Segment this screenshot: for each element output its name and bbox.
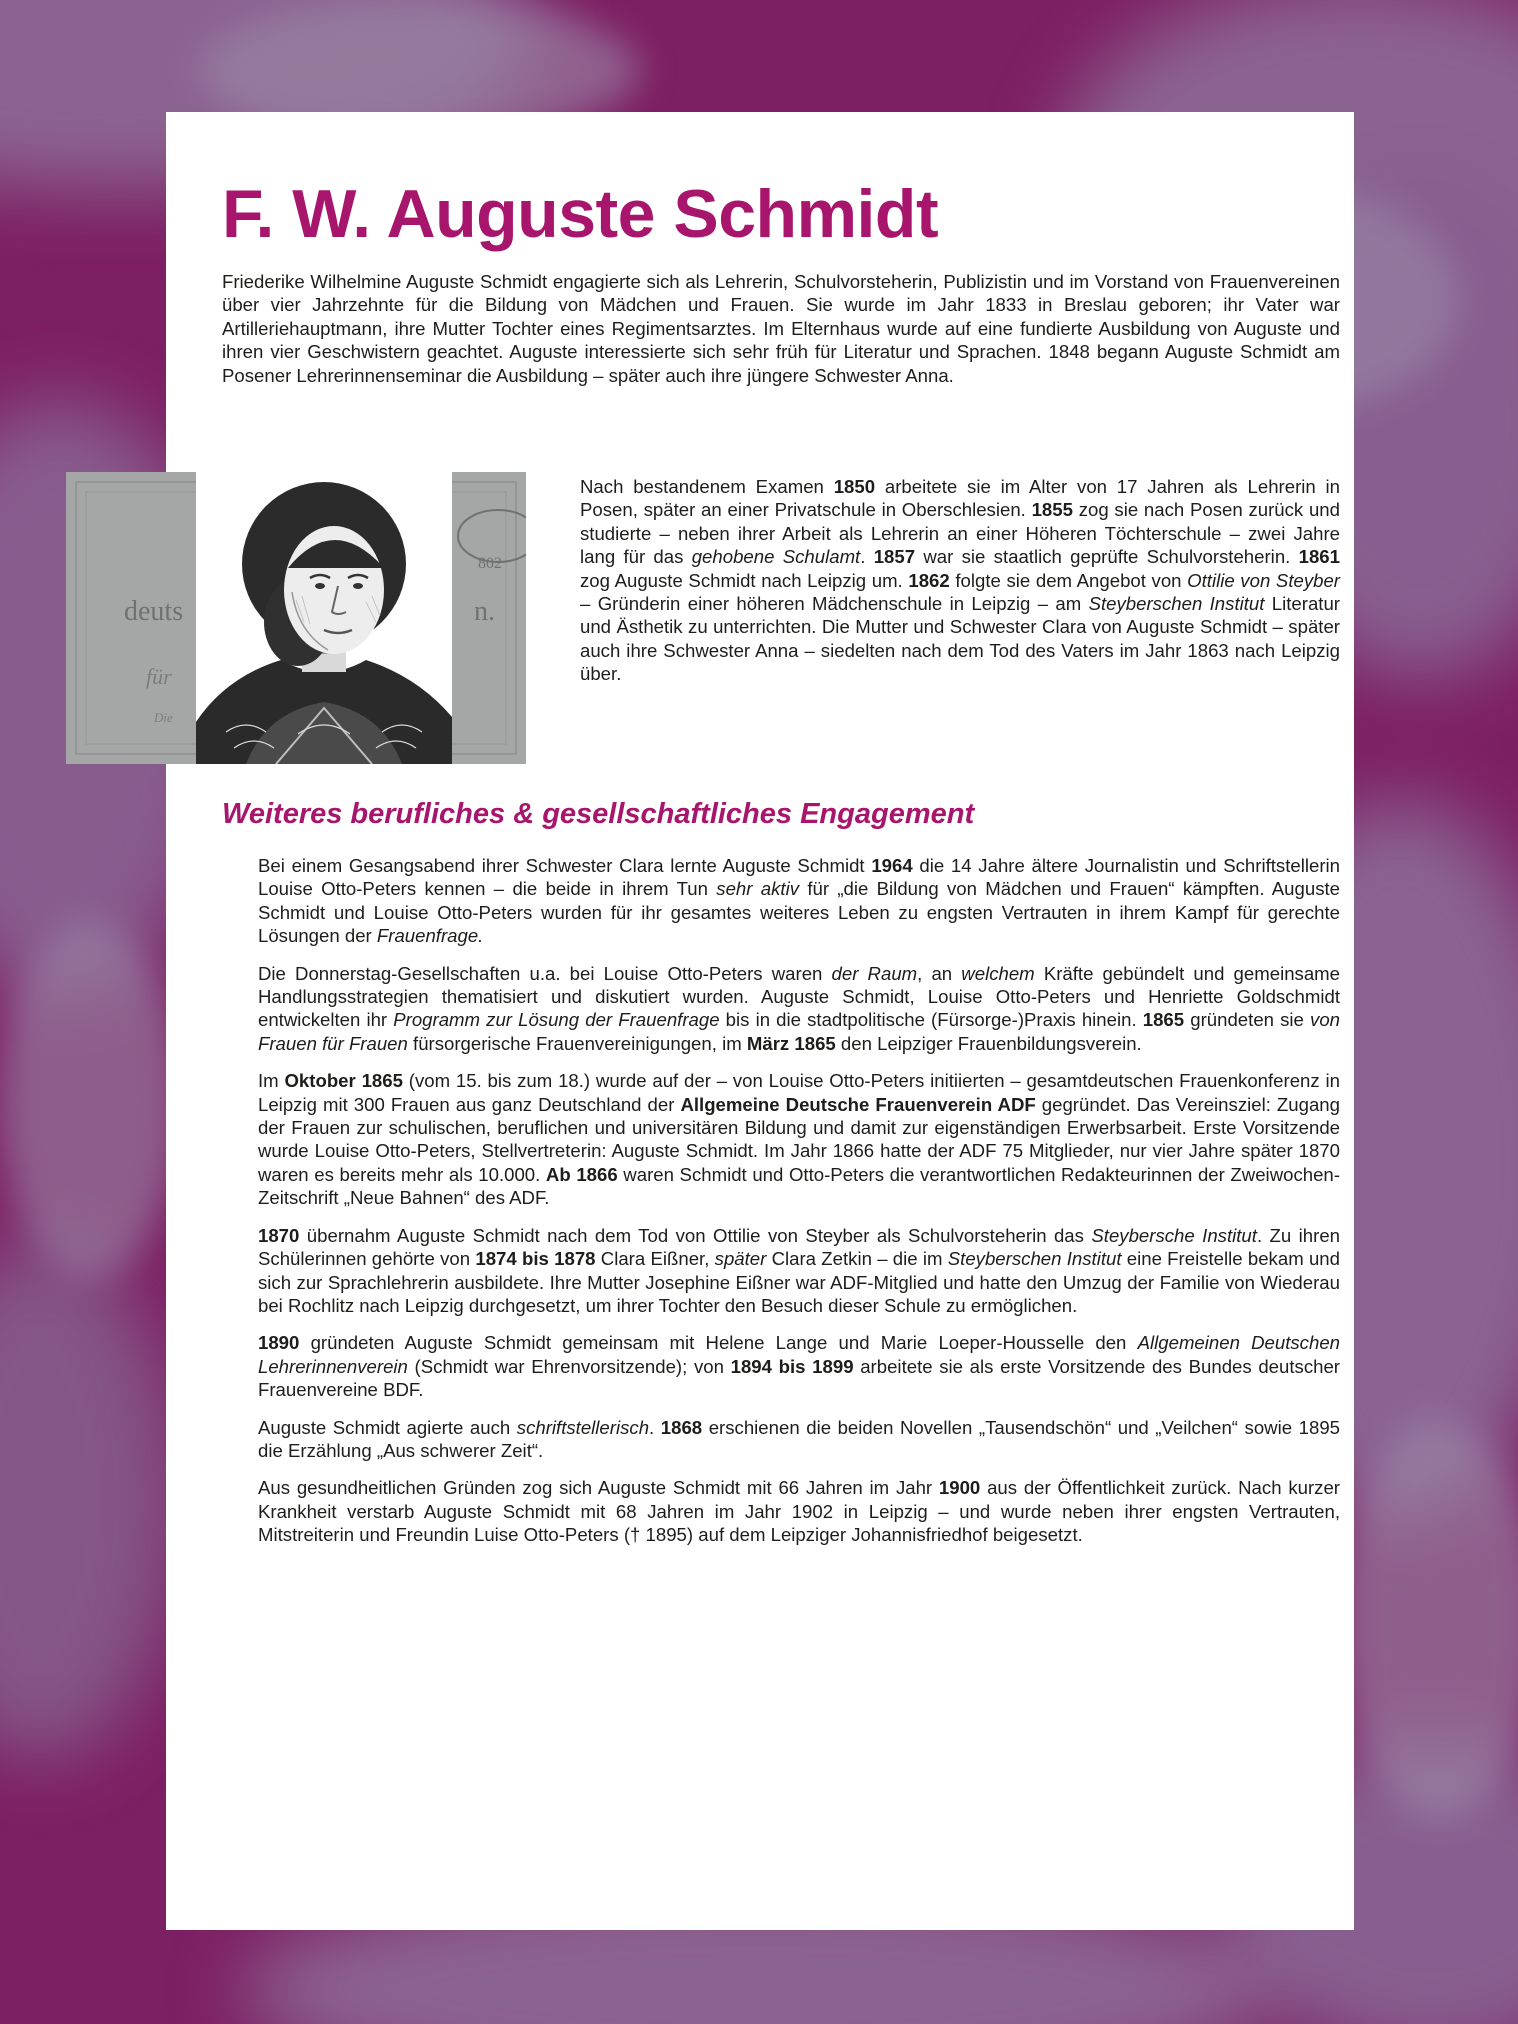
paragraph-text-span: arbeitete sie als erste Vorsitzende des Bundes deutscher Frauenvereine BDF. [258, 1355, 1341, 1401]
paragraph-text-span: eine Freistelle bekam und sich zur Sprachlehrerin ausbildete. Ihre Mutter Josephine Eißner war ADF-Mitglied und hatte den Umzug der Familie von Wiederau bei Rochlitz nach Leipzig durchgesetzt, um ihrer Tochter den Besuch dieser Schule zu ermöglichen. [258, 1248, 1340, 1316]
career-bold-span: 1850 [833, 476, 876, 497]
paragraph-text-span: Clara Eißner, [595, 1248, 715, 1270]
career-text-span: . [860, 546, 874, 568]
paragraph-bold-span: 1868 [660, 1416, 703, 1438]
paragraph-text-span: für „die Bildung von Mädchen und Frauen“ kämpften. Auguste Schmidt und Louise Otto-Peters wurden für ihr gesamtes weiteres Leben zu engsten Vertrauten in ihrem Kampf für gerechte Lösungen der [258, 878, 1340, 947]
paragraph-italic-span: der Raum [831, 962, 918, 984]
paragraph-italic-span: welchem [961, 962, 1035, 984]
section-body [258, 854, 1340, 1561]
paragraph-bold-span: Ab 1866 [545, 1163, 618, 1185]
body-paragraph-7 [258, 1476, 1340, 1546]
paragraph-bold-span: 1865 [1142, 1009, 1185, 1031]
paragraph-text-span: Kräfte gebündelt und gemeinsame Handlungsstrategien thematisiert und diskutiert wurden. Auguste Schmidt, Louise Otto-Peters und Henriette Goldschmidt entwickelten ihr [258, 962, 1341, 1031]
paragraph-italic-span: sehr aktiv [716, 878, 800, 900]
body-paragraph-2 [258, 962, 1340, 1056]
career-paragraph [580, 475, 1340, 686]
career-text-span: Literatur und Ästhetik zu unterrichten. Die Mutter und Schwester Clara von Auguste Schmidt – später auch ihre Schwester Anna – siedelten nach dem Tod des Vaters im Jahr 1863 nach Leipzig über. [580, 593, 1340, 685]
career-bold-span: 1857 [873, 546, 916, 568]
paragraph-text-span: bis in die stadtpolitische (Fürsorge-)Praxis hinein. [719, 1009, 1143, 1031]
paragraph-italic-span: von Frauen für Frauen [258, 1009, 1341, 1054]
paragraph-bold-span: 1964 [871, 855, 913, 876]
body-paragraph-4 [258, 1224, 1340, 1318]
career-text-span: arbeitete sie im Alter von 17 Jahren als Lehrerin in Posen, später an einer Privatschule in Oberschlesien. [580, 476, 1340, 521]
svg-text:für: für [146, 664, 172, 689]
career-italic-span: Steyberschen Institut [1088, 593, 1265, 615]
paragraph-bold-span: 1874 bis 1878 [475, 1248, 596, 1270]
paragraph-text-span: gründeten sie [1184, 1009, 1311, 1031]
portrait-image [66, 472, 526, 764]
paragraph-text-span: übernahm Auguste Schmidt nach dem Tod von Ottilie von Steyber als Schulvorsteherin das [299, 1224, 1092, 1246]
career-text-span: – Gründerin einer höheren Mädchenschule in Leipzig – am [580, 593, 1089, 615]
paragraph-text-span: Bei einem Gesangsabend ihrer Schwester Clara lernte Auguste Schmidt [258, 855, 872, 876]
svg-text:Die: Die [154, 710, 173, 725]
paragraph-text-span: aus der Öffentlichkeit zurück. Nach kurzer Krankheit verstarb Auguste Schmidt mit 68 Jahren im Jahr 1902 in Leipzig – und wurde neben ihrer engsten Vertrauten, Mitstreiterin und Freundin Luise Otto-Peters († 1895) auf dem Leipziger Johannisfriedhof beigesetzt. [258, 1477, 1340, 1546]
paragraph-text-span: gegründet. Das Vereinsziel: Zugang der Frauen zur schulischen, beruflichen und universitären Bildung und damit zur eigenständigen Erwerbsarbeit. Erste Vorsitzende wurde Louise Otto-Peters, Stellvertreterin: Auguste Schmidt. Im Jahr 1866 hatte der ADF 75 Mitglieder, nur vier Jahre später 1870 waren es bereits mehr als 10.000. [258, 1093, 1340, 1185]
paragraph-bold-span: 1894 bis 1899 [730, 1355, 854, 1377]
paragraph-bold-span: Allgemeine Deutsche Frauenverein ADF [680, 1093, 1036, 1115]
paragraph-text-span: Aus gesundheitlichen Gründen zog sich Auguste Schmidt mit 66 Jahren im Jahr [258, 1477, 939, 1499]
paragraph-italic-span: Steybersche Institut [1091, 1224, 1257, 1246]
paragraph-text-span: gründeten Auguste Schmidt gemeinsam mit Helene Lange und Marie Loeper-Housselle den [299, 1332, 1138, 1354]
section-heading: Weiteres berufliches & gesellschaftliches Engagement [222, 798, 975, 830]
content-panel [124, 112, 1354, 1930]
body-paragraph-5 [258, 1331, 1340, 1401]
paragraph-text-span: Auguste Schmidt agierte auch [258, 1416, 517, 1438]
body-paragraph-1 [258, 854, 1340, 948]
paragraph-text-span: Die Donnerstag-Gesellschaften u.a. bei Louise Otto-Peters waren [258, 962, 832, 984]
career-bold-span: 1862 [908, 569, 950, 591]
paragraph-italic-span: Steyberschen Institut [947, 1248, 1122, 1270]
paragraph-text-span: . Zu ihren Schülerinnen gehörte von [258, 1224, 1341, 1270]
career-text-span: folgte sie dem Angebot von [949, 569, 1188, 591]
career-text-span: zog Auguste Schmidt nach Leipzig um. [580, 569, 909, 591]
paragraph-bold-span: 1900 [938, 1477, 981, 1499]
paragraph-text-span: waren Schmidt und Otto-Peters die verantwortlichen Redakteurinnen der Zweiwochen-Zeitschrift „Neue Bahnen“ des ADF. [258, 1163, 1340, 1209]
paragraph-text-span: Clara Zetkin – die im [766, 1248, 948, 1270]
career-italic-span: gehobene Schulamt [691, 546, 861, 568]
paragraph-italic-span: später [714, 1248, 767, 1270]
career-text-span: Nach bestandenem Examen [580, 476, 834, 497]
paragraph-text-span: erschienen die beiden Novellen „Tausendschön“ und „Veilchen“ sowie 1895 die Erzählung „Aus schwerer Zeit“. [258, 1416, 1341, 1461]
paragraph-bold-span: 1890 [258, 1332, 300, 1354]
paragraph-text-span: (Schmidt war Ehrenvorsitzende); von [407, 1355, 731, 1377]
career-bold-span: 1861 [1298, 546, 1340, 568]
career-bold-span: 1855 [1031, 499, 1073, 521]
paragraph-text-span: fürsorgerische Frauenvereinigungen, im [407, 1032, 747, 1054]
paragraph-text-span: . [649, 1416, 661, 1438]
book-text-left: deuts [124, 596, 184, 627]
book-text-right: n. [474, 596, 495, 627]
svg-text:802: 802 [478, 555, 502, 572]
paragraph-bold-span: Oktober 1865 [284, 1070, 403, 1092]
paragraph-text-span: Im [258, 1070, 285, 1092]
page-title: F. W. Auguste Schmidt [222, 176, 939, 252]
paragraph-bold-span: 1870 [258, 1224, 300, 1246]
paragraph-italic-span: Programm zur Lösung der Frauenfrage [393, 1009, 720, 1031]
paragraph-text-span: den Leipziger Frauenbildungsverein. [835, 1032, 1142, 1054]
career-text-span: zog sie nach Posen zurück und studierte – neben ihrer Arbeit als Lehrerin an einer Höheren Töchterschule – zwei Jahre lang für das [580, 499, 1340, 568]
body-paragraph-6 [258, 1416, 1340, 1463]
paragraph-text-span: , an [917, 962, 962, 984]
paragraph-bold-span: März 1865 [746, 1032, 836, 1054]
paragraph-text-span: (vom 15. bis zum 18.) wurde auf der – von Louise Otto-Peters initiierten – gesamtdeutschen Frauenkonferenz in Leipzig mit 300 Frauen aus ganz Deutschland der [258, 1070, 1340, 1115]
paragraph-italic-span: Allgemeinen Deutschen Lehrerinnenverein [258, 1332, 1341, 1377]
body-paragraph-3 [258, 1069, 1340, 1209]
intro-paragraph: Friederike Wilhelmine Auguste Schmidt engagierte sich als Lehrerin, Schulvorsteherin, Publizistin und im Vorstand von Frauenvereinen über vier Jahrzehnte für die Bildung von Mädchen und Frauen. Sie wurde im Jahr 1833 in Breslau geboren; ihr Vater war Artilleriehauptmann, ihre Mutter Tochter eines Regimentsarztes. Im Elternhaus wurde auf eine fundierte Ausbildung von Auguste und ihren vier Geschwistern geachtet. Auguste interessierte sich sehr früh für Literatur und Sprachen. 1848 begann Auguste Schmidt am Posener Lehrerinnenseminar die Ausbildung – später auch ihre jüngere Schwester Anna. [222, 271, 1340, 386]
paragraph-italic-span: schriftstellerisch [516, 1416, 650, 1438]
career-text-span: war sie staatlich geprüfte Schulvorsteherin. [915, 546, 1299, 568]
paragraph-text-span: die 14 Jahre ältere Journalistin und Schriftstellerin Louise Otto-Peters kennen – die beide in ihrem Tun [258, 855, 1340, 900]
paragraph-italic-span: Frauenfrage. [376, 925, 484, 947]
career-italic-span: Ottilie von Steyber [1187, 569, 1340, 591]
